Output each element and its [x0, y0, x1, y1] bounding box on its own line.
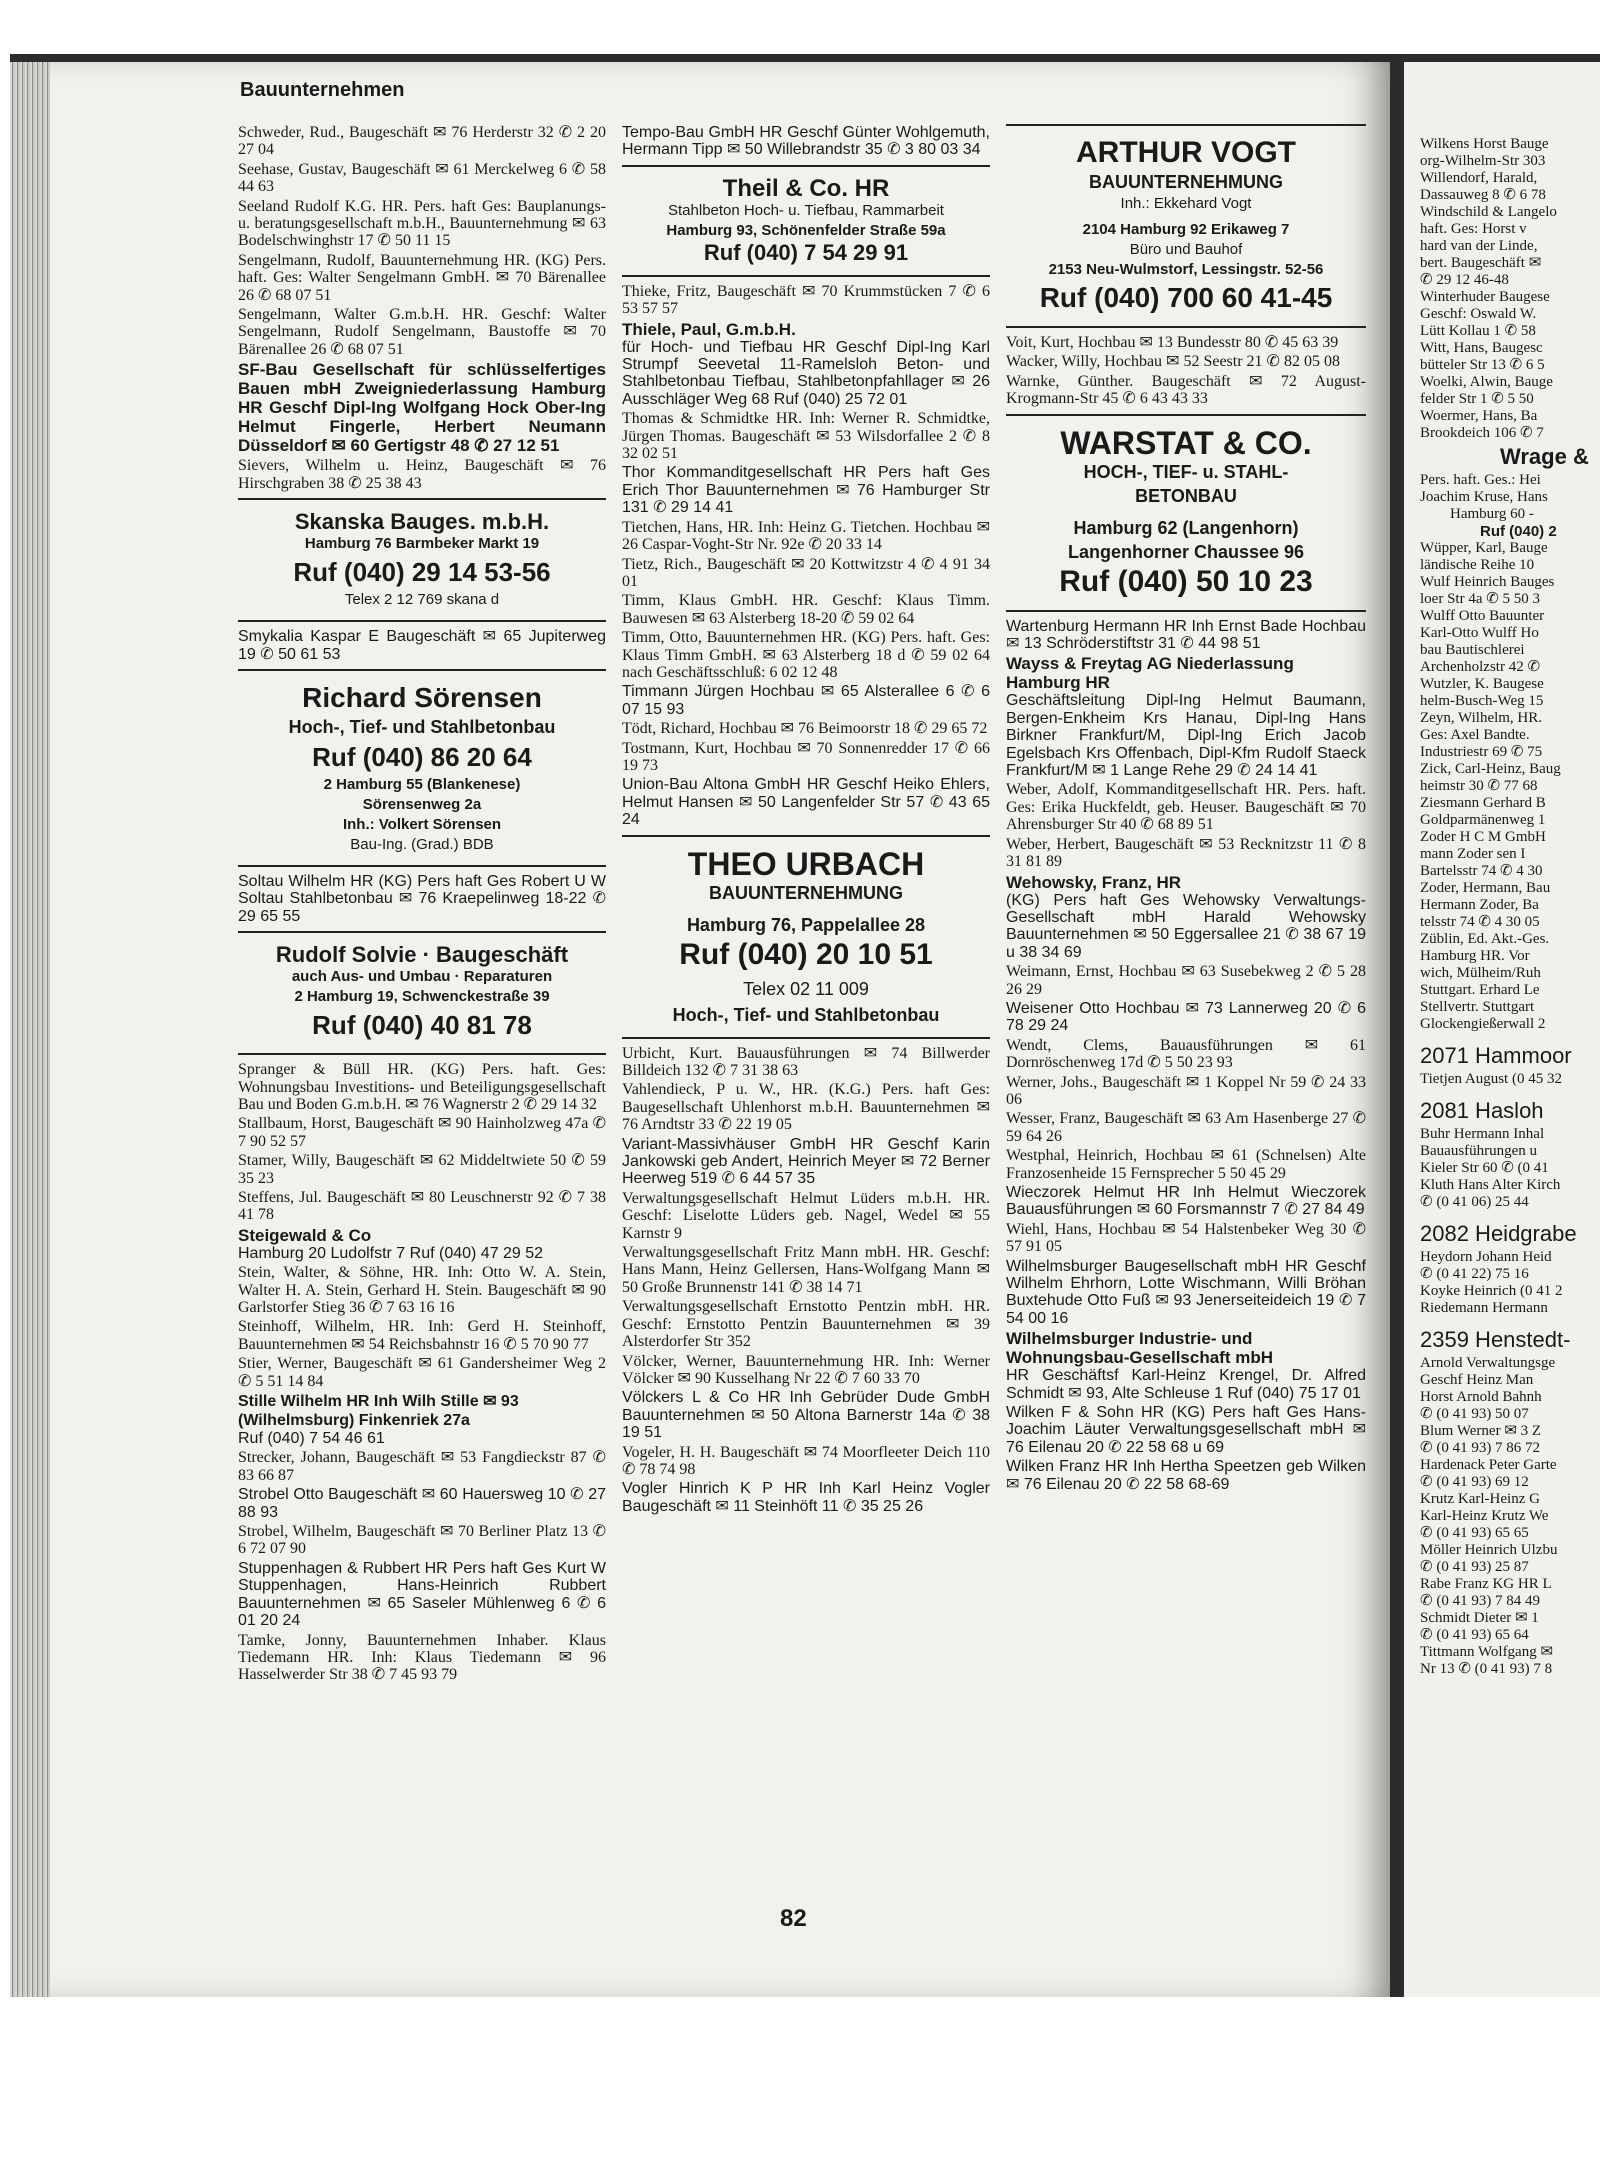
listing: Union-Bau Altona GmbH HR Geschf Heiko Ehlers, Helmut Hansen ✉ 50 Langenfelder Str 57 ✆ 43 65 24	[622, 776, 990, 829]
listing: Horst Arnold Bahnh	[1420, 1389, 1542, 1405]
listing: Timm, Otto, Bauunternehmen HR. (KG) Pers. haft. Ges: Klaus Timm GmbH. ✉ 63 Alsterberg 18 d ✆ 59 02 64 nach Geschäftsschluß: 6 02 12 48	[622, 629, 990, 681]
listing: Zick, Carl-Heinz, Baug	[1420, 761, 1561, 777]
listing: Soltau Wilhelm HR (KG) Pers haft Ges Robert U W Soltau Stahlbetonbau ✉ 76 Kraepelinweg 18-22 ✆ 29 65 55	[238, 872, 606, 925]
advert-phone: Ruf (040) 2	[1480, 523, 1557, 540]
listing: ✆ (0 41 93) 7 86 72	[1420, 1440, 1541, 1456]
advert-address: 2153 Neu-Wulmstorf, Lessingstr. 52-56	[1048, 261, 1324, 278]
listing: Tietjen August (0 45 32	[1420, 1071, 1562, 1087]
listing: Nr 13 ✆ (0 41 93) 7 8	[1420, 1661, 1553, 1677]
advert-theil	[622, 173, 990, 269]
listing: Pers. haft. Ges.: Hei	[1420, 472, 1541, 488]
listing: Rabe Franz KG HR L	[1420, 1576, 1552, 1592]
advert-title: ARTHUR VOGT	[1076, 136, 1296, 169]
listing: bau Bautischlerei	[1420, 642, 1525, 658]
listing: Stamer, Willy, Baugeschäft ✉ 62 Middeltwiete 50 ✆ 59 35 23	[238, 1152, 606, 1187]
advert-warstat	[1006, 422, 1366, 604]
listing-name: Stille Wilhelm HR Inh Wilh Stille ✉ 93 (Wilhelmsburg) Finkenriek 27a	[238, 1393, 519, 1430]
divider	[238, 931, 606, 933]
listing: Arnold Verwaltungsge	[1420, 1355, 1556, 1371]
listing: Steinhoff, Wilhelm, HR. Inh: Gerd H. Steinhoff, Bauunternehmen ✉ 54 Reichsbahnstr 16 ✆ 5 70 90 77	[238, 1318, 606, 1353]
listing: Wulf Heinrich Bauges	[1420, 574, 1555, 590]
listing: Tietchen, Hans, HR. Inh: Heinz G. Tietchen. Hochbau ✉ 26 Caspar-Voght-Str Nr. 92e ✆ 20 33 14	[622, 518, 990, 554]
listing: ✆ (0 41 93) 7 84 49	[1420, 1593, 1541, 1609]
advert-owner: Inh.: Ekkehard Vogt	[1120, 195, 1252, 212]
listing: Tödt, Richard, Hochbau ✉ 76 Beimoorstr 18 ✆ 29 65 72	[622, 720, 988, 738]
advert-title: WARSTAT & CO.	[1060, 424, 1312, 461]
advert-address: Hamburg 76, Pappelallee 28	[686, 914, 926, 935]
listing: Thomas & Schmidtke HR. Inh: Werner R. Schmidtke, Jürgen Thomas. Baugeschäft ✉ 53 Wilsdorfallee 2 ✆ 8 32 02 51	[622, 410, 990, 463]
listing: Hamburg 60 -	[1450, 506, 1534, 522]
listing: Hamburg 20 Ludolfstr 7 Ruf (040) 47 29 52	[238, 1244, 544, 1262]
listing: Witt, Hans, Baugesc	[1420, 340, 1543, 356]
listing: Koyke Heinrich (0 41 2	[1420, 1283, 1563, 1299]
town-heading: 2071 Hammoor	[1420, 1043, 1572, 1068]
listing: Variant-Massivhäuser GmbH HR Geschf Karin Jankowski geb Andert, Heinrich Meyer ✉ 72 Berner Heerweg 519 ✆ 6 44 57 35	[622, 1135, 990, 1188]
advert-phone: Ruf (040) 50 10 23	[1059, 564, 1313, 598]
listing: für Hoch- und Tiefbau HR Geschf Dipl-Ing Karl Strumpf Seevetal 11-Ramelsloh Beton- und Stahlbetonbau Tiefbau, Stahlbetonpfahllager ✉ 26 Ausschläger Weg 68 Ruf (040) 25 72 01	[622, 338, 990, 408]
divider	[1006, 414, 1366, 416]
advert-vogt	[1006, 132, 1366, 320]
advert-owner: Inh.: Volkert Sörensen	[342, 815, 502, 833]
listing: Tittmann Wolfgang ✉	[1420, 1644, 1554, 1660]
divider	[238, 1053, 606, 1055]
listing: Wilken F & Sohn HR (KG) Pers haft Ges Hans-Joachim Läuter Verwaltungsgesellschaft mbH ✉ 76 Eilenau 20 ✆ 22 58 68 u 69	[1006, 1404, 1366, 1456]
advert-solvie	[238, 939, 606, 1047]
listing: Werner, Johs., Baugeschäft ✉ 1 Koppel Nr 59 ✆ 24 33 06	[1006, 1073, 1366, 1108]
listing: Woelki, Alwin, Bauge	[1420, 374, 1553, 390]
listing: Stallbaum, Horst, Baugeschäft ✉ 90 Hainholzweg 47a ✆ 7 90 52 57	[238, 1115, 606, 1150]
listing: Strobel, Wilhelm, Baugeschäft ✉ 70 Berliner Platz 13 ✆ 6 72 07 90	[238, 1523, 606, 1558]
listing: Heydorn Johann Heid	[1420, 1249, 1552, 1265]
advert-phone: Ruf (040) 7 54 29 91	[703, 239, 909, 265]
advert-title: Theil & Co. HR	[722, 174, 890, 202]
divider	[238, 620, 606, 622]
advert-tagline: Hoch-, Tief- und Stahlbetonbau	[672, 1004, 940, 1025]
listing: mann Zoder sen I	[1420, 846, 1526, 862]
listing: Wiehl, Hans, Hochbau ✉ 54 Halstenbeker Weg 30 ✆ 57 91 05	[1006, 1220, 1366, 1256]
listing: ✆ (0 41 93) 65 64	[1420, 1627, 1529, 1643]
listing: Urbicht, Kurt. Bauausführungen ✉ 74 Billwerder Billdeich 132 ✆ 7 31 38 63	[622, 1044, 990, 1079]
listing: Schmidt Dieter ✉ 1	[1420, 1610, 1539, 1626]
advert-telex: Telex 2 12 769 skana d	[344, 591, 500, 609]
listing: Timm, Klaus GmbH. HR. Geschf: Klaus Timm. Bauwesen ✉ 63 Alsterberg 18-20 ✆ 59 02 64	[622, 592, 990, 627]
listing: Wulff Otto Bauunter	[1420, 608, 1545, 624]
divider	[238, 669, 606, 671]
listing: Züblin, Ed. Akt.-Ges.	[1420, 931, 1550, 947]
page-number: 82	[780, 1905, 807, 1932]
advert-phone: Ruf (040) 700 60 41-45	[1039, 282, 1333, 313]
advert-address: Sörensenweg 2a	[362, 795, 482, 813]
advert-title: THEO URBACH	[687, 845, 925, 882]
listing: Völckers L & Co HR Inh Gebrüder Dude GmbH Bauunternehmen ✉ 50 Altona Barnerstr 14a ✆ 38 19 51	[622, 1389, 990, 1442]
town-heading: 2081 Hasloh	[1420, 1098, 1544, 1123]
listing-name: Wehowsky, Franz, HR	[1006, 872, 1182, 892]
advert-address: 2104 Hamburg 92 Erikaweg 7	[1082, 221, 1290, 238]
advert-address: 2 Hamburg 19, Schwenckestraße 39	[294, 988, 550, 1006]
advert-skanska	[238, 506, 606, 614]
listing: Strobel Otto Baugeschäft ✉ 60 Hauersweg 10 ✆ 27 88 93	[238, 1486, 606, 1521]
listing: loer Str 4a ✆ 5 50 3	[1420, 591, 1541, 607]
listing: Vahlendieck, P u. W., HR. (K.G.) Pers. haft Ges: Baugesellschaft Uhlenhorst m.b.H. Bauunternehmen ✉ 76 Arndtstr 33 ✆ 22 19 05	[622, 1081, 990, 1134]
listing: hard van der Linde,	[1420, 238, 1538, 254]
listing: Dassauweg 8 ✆ 6 78	[1420, 187, 1546, 203]
listing: Hermann Zoder, Ba	[1420, 897, 1539, 913]
listing: Stellvertr. Stuttgart	[1420, 999, 1535, 1015]
advert-title: Richard Sörensen	[302, 681, 542, 713]
advert-subtitle: Hoch-, Tief- und Stahlbetonbau	[288, 716, 556, 737]
advert-subtitle: HOCH-, TIEF- u. STAHL-	[1083, 461, 1289, 482]
listing: Tempo-Bau GmbH HR Geschf Günter Wohlgemuth, Hermann Tipp ✉ 50 Willebrandstr 35 ✆ 3 80 03 34	[622, 124, 990, 159]
listing: Glockengießerwall 2	[1420, 1016, 1546, 1032]
listing: Tietz, Rich., Baugeschäft ✉ 20 Kottwitzstr 4 ✆ 4 91 34 01	[622, 555, 990, 590]
listing: org-Wilhelm-Str 303	[1420, 153, 1546, 169]
listing: Timmann Jürgen Hochbau ✉ 65 Alsterallee 6 ✆ 6 07 15 93	[622, 683, 990, 718]
listing: ✆ (0 41 93) 69 12	[1420, 1474, 1529, 1490]
listing: Bauausführungen u	[1420, 1143, 1538, 1159]
listing-name: Wilhelmsburger Industrie- und Wohnungsbau-Gesellschaft mbH	[1006, 1329, 1273, 1368]
listing: Brookdeich 106 ✆ 7	[1420, 425, 1544, 441]
listing: Thor Kommanditgesellschaft HR Pers haft Ges Erich Thor Bauunternehmen ✉ 76 Hamburger Str 131 ✆ 29 14 41	[622, 464, 990, 517]
column-2	[622, 124, 990, 1517]
listing: HR Geschäftsf Karl-Heinz Krengel, Dr. Alfred Schmidt ✉ 93, Alte Schleuse 1 Ruf (040) 75 17 01	[1006, 1367, 1366, 1402]
listing: Ges: Axel Bandte.	[1420, 727, 1530, 743]
listing-name: Steigewald & Co	[238, 1225, 372, 1245]
listing: ✆ (0 41 22) 75 16	[1420, 1266, 1529, 1282]
listing: Winterhuder Baugese	[1420, 289, 1550, 305]
advert-subtitle: auch Aus- und Umbau · Reparaturen	[291, 968, 553, 986]
advert-title: Rudolf Solvie · Baugeschäft	[275, 942, 569, 968]
listing: Verwaltungsgesellschaft Ernstotto Pentzin mbH. HR. Geschf: Ernstotto Pentzin Bauunternehmen ✉ 39 Alsterdorfer Str 352	[622, 1298, 990, 1351]
advert-subtitle: BAUUNTERNEHMUNG	[709, 882, 903, 903]
listing: Sievers, Wilhelm u. Heinz, Baugeschäft ✉ 76 Hirschgraben 38 ✆ 25 38 43	[238, 457, 606, 492]
listing: ✆ (0 41 93) 50 07	[1420, 1406, 1529, 1422]
advert-title: Skanska Bauges. m.b.H.	[294, 509, 550, 535]
listing: Weber, Adolf, Kommanditgesellschaft HR. Pers. haft. Ges: Erika Huckfeldt, geb. Heuser. Baugeschäft ✉ 70 Ahrensburger Str 40 ✆ 68 89 51	[1006, 781, 1366, 834]
listing: Stuppenhagen & Rubbert HR Pers haft Ges Kurt W Stuppenhagen, Hans-Heinrich Rubbert Bauunternehmen ✉ 65 Saseler Mühlenweg 6 ✆ 6 01 20 24	[238, 1559, 606, 1630]
advert-phone: Ruf (040) 40 81 78	[312, 1010, 532, 1041]
listing: Tostmann, Kurt, Hochbau ✉ 70 Sonnenredder 17 ✆ 66 19 73	[622, 739, 990, 774]
listing: Strecker, Johann, Baugeschäft ✉ 53 Fangdieckstr 87 ✆ 83 66 87	[238, 1449, 606, 1484]
divider	[1006, 124, 1366, 126]
listing: Geschäftsleitung Dipl-Ing Helmut Baumann, Bergen-Enkheim Krs Hanau, Dipl-Ing Hans Birkner Frankfurt/M, Dipl-Ing Erich Jacob Egelsbach Krs Offenbach, Dipl-Kfm Rudolf Staeck Frankfurt/M ✉ 1 Lange Rehe 29 ✆ 24 14 41	[1006, 692, 1366, 780]
listing: Stuttgart. Erhard Le	[1420, 982, 1540, 998]
divider	[622, 1037, 990, 1039]
listing: Warnke, Günther. Baugeschäft ✉ 72 August-Krogmann-Str 45 ✆ 6 43 43 33	[1006, 372, 1366, 408]
advert-phone: Ruf (040) 29 14 53-56	[293, 557, 551, 588]
column-3	[1006, 124, 1366, 1495]
listing: Schweder, Rud., Baugeschäft ✉ 76 Herderstr 32 ✆ 2 20 27 04	[238, 124, 606, 159]
listing: Windschild & Langelo	[1420, 204, 1557, 220]
advert-note: Büro und Bauhof	[1129, 241, 1243, 258]
listing: Geschf Heinz Man	[1420, 1372, 1534, 1388]
listing: Smykalia Kaspar E Baugeschäft ✉ 65 Jupiterweg 19 ✆ 50 61 53	[238, 628, 606, 663]
listing: wich, Mülheim/Ruh	[1420, 965, 1541, 981]
listing: Stein, Walter, & Söhne, HR. Inh: Otto W. A. Stein, Walter H. A. Stein, Gerhard H. Stein. Baugeschäft ✉ 90 Garlstorfer Stieg 36 ✆ 7 63 16 16	[238, 1264, 606, 1316]
advert-qualification: Bau-Ing. (Grad.) BDB	[350, 835, 494, 853]
listing: Zeyn, Wilhelm, HR.	[1420, 710, 1543, 726]
listing: Verwaltungsgesellschaft Helmut Lüders m.b.H. HR. Geschf: Liselotte Lüders geb. Nagel, Wedel ✉ 55 Karnstr 9	[622, 1189, 990, 1242]
advert-address: Langenhorner Chaussee 96	[1067, 541, 1305, 562]
advert-subtitle: Stahlbeton Hoch- u. Tiefbau, Rammarbeit	[668, 201, 944, 219]
listing: Wüpper, Karl, Bauge	[1420, 540, 1548, 556]
listing: Riedemann Hermann	[1420, 1300, 1548, 1316]
listing: Weisener Otto Hochbau ✉ 73 Lannerweg 20 ✆ 6 78 29 24	[1006, 999, 1366, 1035]
listing: Wesser, Franz, Baugeschäft ✉ 63 Am Hasenberge 27 ✆ 59 64 26	[1006, 1110, 1366, 1145]
listing: Goldparmänenweg 1	[1420, 812, 1546, 828]
advert-address: 2 Hamburg 55 (Blankenese)	[323, 775, 521, 793]
advert-phone: Ruf (040) 86 20 64	[312, 741, 532, 772]
listing: Bartelsstr 74 ✆ 4 30	[1420, 863, 1543, 879]
listing: Wacker, Willy, Hochbau ✉ 52 Seestr 21 ✆ 82 05 08	[1006, 353, 1340, 371]
advert-soerensen	[238, 677, 606, 859]
listing: Blum Werner ✉ 3 Z	[1420, 1423, 1542, 1439]
listing: Ruf (040) 7 54 46 61	[238, 1430, 385, 1448]
listing: Thieke, Fritz, Baugeschäft ✉ 70 Krummstücken 7 ✆ 6 53 57 57	[622, 282, 990, 318]
listing: telsstr 74 ✆ 4 30 05	[1420, 914, 1540, 930]
listing: (KG) Pers haft Ges Wehowsky Verwaltungs-Gesellschaft mbH Harald Wehowsky Bauunternehmen ✉ 50 Eggersallee 21 ✆ 38 67 19 u 38 34 69	[1006, 891, 1366, 961]
listing: Geschf: Oswald W.	[1420, 306, 1537, 322]
advert-telex: Telex 02 11 009	[743, 978, 869, 999]
advert-urbach	[622, 843, 990, 1031]
advert-subtitle: BAUUNTERNEHMUNG	[1089, 172, 1283, 192]
listing: Wilkens Horst Bauge	[1420, 136, 1549, 152]
listing: Seeland Rudolf K.G. HR. Pers. haft Ges: Bauplanungs- u. beratungsgesellschaft m.b.H., Bauunternehmung ✉ 63 Bodelschwinghstr 17 ✆ 50 11 15	[238, 197, 606, 250]
listing: Hardenack Peter Garte	[1420, 1457, 1557, 1473]
section-title: Bauunternehmen	[240, 79, 405, 101]
listing: Tamke, Jonny, Bauunternehmen Inhaber. Klaus Tiedemann HR. Inh: Klaus Tiedemann ✉ 96 Hasselwerder Str 38 ✆ 7 45 93 79	[238, 1631, 606, 1684]
divider	[622, 275, 990, 277]
divider	[238, 865, 606, 867]
divider	[622, 835, 990, 837]
listing: Westphal, Heinrich, Hochbau ✉ 61 (Schnelsen) Alte Franzosenheide 15 Fernsprecher 5 50 45 29	[1006, 1147, 1366, 1182]
listing: Stier, Werner, Baugeschäft ✉ 61 Gandersheimer Weg 2 ✆ 5 51 14 84	[238, 1355, 606, 1390]
listing: ✆ 29 12 46-48	[1420, 272, 1509, 288]
advert-subtitle: BETONBAU	[1135, 485, 1237, 506]
listing-name: Thiele, Paul, G.m.b.H.	[622, 319, 796, 339]
listing: Willendorf, Harald,	[1420, 170, 1538, 186]
listing: Joachim Kruse, Hans	[1420, 489, 1548, 505]
listing: Krutz Karl-Heinz G	[1420, 1491, 1540, 1507]
listing: Möller Heinrich Ulzbu	[1420, 1542, 1558, 1558]
advert-address: Hamburg 93, Schönenfelder Straße 59a	[666, 221, 946, 239]
listing: Karl-Otto Wulff Ho	[1420, 625, 1539, 641]
listing: SF-Bau Gesellschaft für schlüsselfertiges Bauen mbH Zweigniederlassung Hamburg HR Geschf Dipl-Ing Wolfgang Hock Ober-Ing Helmut Fingerle, Herbert Neumann Düsseldorf ✉ 60 Gertigstr 48 ✆ 27 12 51	[238, 360, 606, 456]
listing: Wilhelmsburger Baugesellschaft mbH HR Geschf Wilhelm Ehrhorn, Lotte Wischmann, Willi Bröhan Buxtehude Otto Fuß ✉ 93 Jenerseiteideich 19 ✆ 7 54 00 16	[1006, 1257, 1366, 1327]
listing: felder Str 1 ✆ 5 50	[1420, 391, 1534, 407]
listing: Wutzler, K. Baugese	[1420, 676, 1544, 692]
listing: Sengelmann, Walter G.m.b.H. HR. Geschf: Walter Sengelmann, Rudolf Sengelmann, Baustoffe ✉ 70 Bärenallee 26 ✆ 68 07 51	[238, 306, 606, 358]
listing: Voit, Kurt, Hochbau ✉ 13 Bundesstr 80 ✆ 45 63 39	[1006, 334, 1339, 351]
listing: Hamburg HR. Vor	[1420, 948, 1530, 964]
listing: Sengelmann, Rudolf, Bauunternehmung HR. (KG) Pers. haft. Ges: Walter Sengelmann GmbH. ✉ 70 Bärenallee 26 ✆ 68 07 51	[238, 251, 606, 304]
listing: Woermer, Hans, Ba	[1420, 408, 1538, 424]
listing: Zoder H C M GmbH	[1420, 829, 1546, 845]
listing: Ziesmann Gerhard B	[1420, 795, 1546, 811]
listing: helm-Busch-Weg 15	[1420, 693, 1544, 709]
listing: heimstr 30 ✆ 77 68	[1420, 778, 1538, 794]
column-1	[238, 124, 606, 1686]
listing: Seehase, Gustav, Baugeschäft ✉ 61 Merckelweg 6 ✆ 58 44 63	[238, 160, 606, 196]
listing: Lütt Kollau 1 ✆ 58	[1420, 323, 1536, 339]
listing: Zoder, Hermann, Bau	[1420, 880, 1551, 896]
listing: Wendt, Clems, Bauausführungen ✉ 61 Dornröschenweg 17d ✆ 5 50 23 93	[1006, 1036, 1366, 1072]
listing: Völcker, Werner, Bauunternehmung HR. Inh: Werner Völcker ✉ 90 Kusselhang Nr 22 ✆ 7 60 33 70	[622, 1352, 990, 1387]
advert-title: Wrage &	[1500, 444, 1589, 469]
listing: Kluth Hans Alter Kirch	[1420, 1177, 1561, 1193]
listing: ländische Reihe 10	[1420, 557, 1535, 573]
advert-address: Hamburg 62 (Langenhorn)	[1073, 517, 1299, 538]
listing: bert. Baugeschäft ✉	[1420, 255, 1542, 271]
listing: Wieczorek Helmut HR Inh Helmut Wieczorek Bauausführungen ✉ 60 Forsmannstr 7 ✆ 27 84 49	[1006, 1184, 1366, 1219]
listing: Karl-Heinz Krutz We	[1420, 1508, 1549, 1524]
divider	[238, 498, 606, 500]
listing: ✆ (0 41 93) 25 87	[1420, 1559, 1529, 1575]
listing: Weber, Herbert, Baugeschäft ✉ 53 Recknitzstr 11 ✆ 8 31 81 89	[1006, 835, 1366, 871]
listing: Verwaltungsgesellschaft Fritz Mann mbH. HR. Geschf: Hans Mann, Heinz Gellersen, Hans-Wolfgang Mann ✉ 50 Große Brunnenstr 141 ✆ 38 14 71	[622, 1244, 990, 1296]
listing: Archenholzstr 42 ✆	[1420, 659, 1541, 675]
town-heading: 2359 Henstedt-	[1420, 1327, 1571, 1352]
facing-page-text	[1420, 136, 1600, 1678]
listing: Wilken Franz HR Inh Hertha Speetzen geb Wilken ✉ 76 Eilenau 20 ✆ 22 58 68-69	[1006, 1458, 1366, 1493]
listing: Weimann, Ernst, Hochbau ✉ 63 Susebekweg 2 ✆ 5 28 26 29	[1006, 963, 1366, 998]
listing: Wartenburg Hermann HR Inh Ernst Bade Hochbau ✉ 13 Schröderstiftstr 31 ✆ 44 98 51	[1006, 617, 1366, 653]
listing: Spranger & Büll HR. (KG) Pers. haft. Ges: Wohnungsbau Investitions- und Beteiligungsgesellschaft Bau und Boden G.m.b.H. ✉ 76 Wagnerstr 2 ✆ 29 14 32	[238, 1061, 606, 1113]
listing: Steffens, Jul. Baugeschäft ✉ 80 Leuschnerstr 92 ✆ 7 38 41 78	[238, 1188, 606, 1224]
listing: haft. Ges: Horst v	[1420, 221, 1527, 237]
divider	[1006, 326, 1366, 328]
listing: ✆ (0 41 06) 25 44	[1420, 1194, 1529, 1210]
advert-phone: Ruf (040) 20 10 51	[679, 937, 933, 971]
listing: Vogler Hinrich K P HR Inh Karl Heinz Vogler Baugeschäft ✉ 11 Steinhöft 11 ✆ 35 25 26	[622, 1480, 990, 1515]
listing: ✆ (0 41 93) 65 65	[1420, 1525, 1529, 1541]
listing: Industriestr 69 ✆ 75	[1420, 744, 1543, 760]
town-heading: 2082 Heidgrabe	[1420, 1221, 1577, 1246]
listing: bütteler Str 13 ✆ 6 5	[1420, 357, 1545, 373]
listing: Buhr Hermann Inhal	[1420, 1126, 1545, 1142]
divider	[622, 165, 990, 167]
listing-name: Wayss & Freytag AG Niederlassung Hamburg HR	[1006, 654, 1294, 693]
listing: Kieler Str 60 ✆ (0 41	[1420, 1160, 1549, 1176]
divider	[1006, 610, 1366, 612]
advert-address: Hamburg 76 Barmbeker Markt 19	[304, 535, 540, 553]
listing: Vogeler, H. H. Baugeschäft ✉ 74 Moorfleeter Deich 110 ✆ 78 74 98	[622, 1443, 990, 1478]
